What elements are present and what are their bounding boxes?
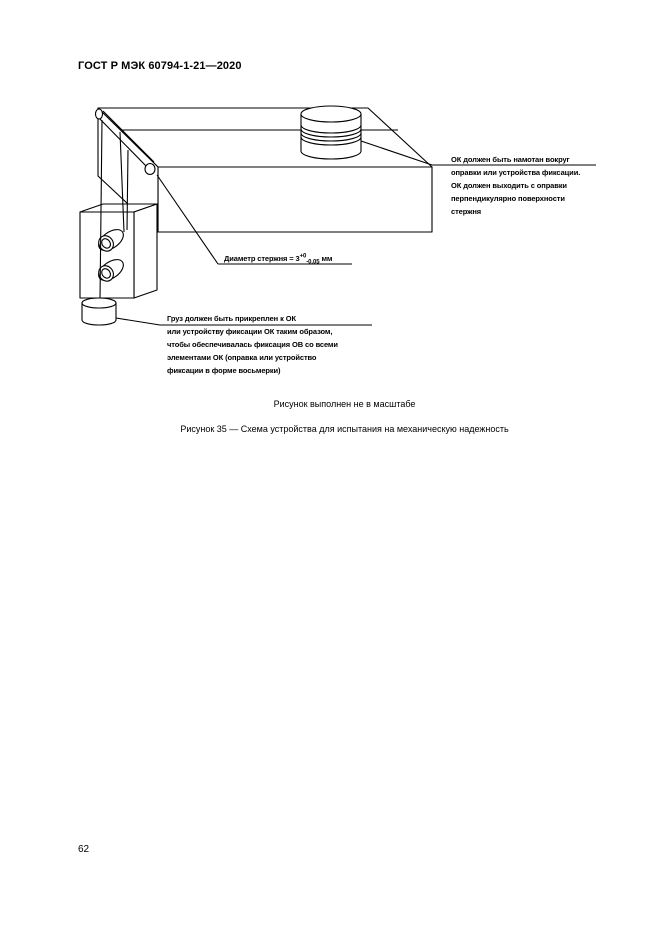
annotation-line: ОК должен выходить с оправки <box>451 181 567 190</box>
diameter-unit: мм <box>321 254 333 263</box>
fixing-device <box>80 204 157 298</box>
annotation-cable-wrap <box>451 153 580 218</box>
annotation-line: стержня <box>451 207 482 216</box>
diameter-label: Диаметр стержня = 3 <box>224 254 300 263</box>
annotation-line: элементами ОК (оправка или устройство <box>167 353 317 362</box>
mandrel-cylinder <box>301 106 361 159</box>
page-number: 62 <box>78 844 90 855</box>
weight <box>82 298 116 325</box>
annotation-line: фиксации в форме восьмерки) <box>167 366 281 375</box>
figure-scale-note: Рисунок выполнен не в масштабе <box>273 399 416 409</box>
annotation-line: ОК должен быть намотан вокруг <box>451 155 570 164</box>
annotation-line: чтобы обеспечивалась фиксация ОВ со всеми <box>167 340 338 349</box>
tolerance-lower: -0,05 <box>306 259 320 266</box>
annotation-rod-diameter <box>224 252 332 265</box>
annotation-line: Груз должен быть прикреплен к ОК <box>167 314 296 323</box>
annotation-weight <box>167 312 338 377</box>
annotation-line: перпендикулярно поверхности <box>451 194 565 203</box>
annotation-line: оправки или устройства фиксации. <box>451 168 581 177</box>
figure-caption: Рисунок 35 — Схема устройства для испытания на механическую надежность <box>180 424 509 434</box>
annotation-line: или устройству фиксации ОК таким образом, <box>167 327 333 336</box>
document-header: ГОСТ Р МЭК 60794-1-21—2020 <box>78 60 242 72</box>
tolerance-upper: +0 <box>299 253 307 260</box>
